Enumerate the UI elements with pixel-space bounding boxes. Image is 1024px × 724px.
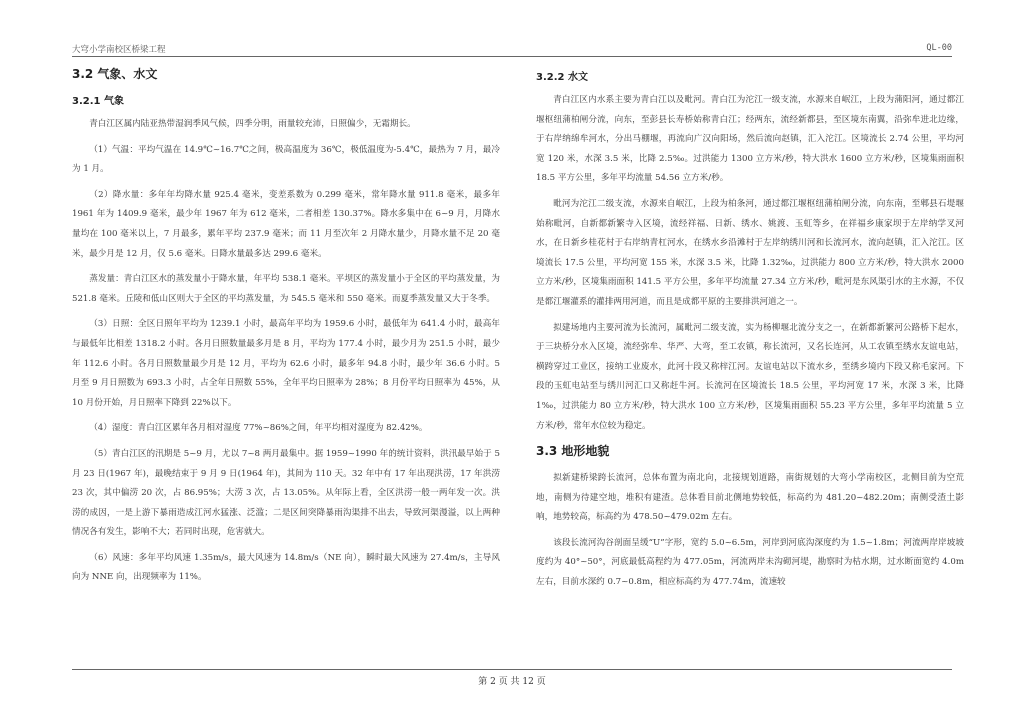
paragraph-site-terrain: 拟新建桥梁跨长流河，总体布置为南北向，北接规划道路，南街规划的大弯小学南校区，北侧目前为空荒地，南侧为待建空地，堆积有建渣。总体看目前北侧地势较低，标高约为 481.20~482.20m；南侧受渣土影响，地势较高，标高约为 478.50~479.02m 左右。 <box>536 473 964 523</box>
paragraph-precipitation: （2）降水量：多年年均降水量 925.4 毫米，变差系数为 0.299 毫米，常年降水量 911.8 毫米，最多年 1961 年为 1409.9 毫米，最少年 1967 年为 612 毫米，二者相差 130.37%。降水多集中在 6~9 月，月降水量均在 100 毫米以上，7 月最多，累年平均 237.9 毫米；而 11 月至次年 2 月降水量少，月降水量不足 20 毫米，最少月是 12 月，仅 5.6 毫米。日降水量最多达 299.6 毫米。 <box>72 189 500 259</box>
paragraph-qingbaijiang-river: 青白江区内水系主要为青白江以及毗河。青白江为沱江一级支流，水源来自岷江，上段为蒲阳河，通过都江堰枢纽蒲柏闸分流，向东，至彭县长寿桥始称青白江；经两东，流经新都县，至区境东南翼，沿弥牟进北边缘，于右岸纳绵牟河水，分出马棚堰，再流向广汉向阳场，然后流向赵镇，汇入沱江。区境流长 2.74 公里，平均河宽 120 米，水深 3.5 米，比降 2.5‰。过洪能力 1300 立方米/秒，特大洪水 1600 立方米/秒，区境集雨面积 18.5 平方公里，多年平均流量 54.56 立方米/秒。 <box>536 95 964 184</box>
subsection-heading-hydrology: 3.2.2 水文 <box>536 72 588 83</box>
header-project-title: 大穹小学南校区桥梁工程 <box>72 45 166 55</box>
paragraph-pihe-river: 毗河为沱江二级支流，水源来自岷江，上段为柏条河，通过都江堰枢纽蒲柏闸分流，向东南，至郫县石堤堰始称毗河，自新都新繁寺入区境，流经祥福、日新、绣水、姚渡、玉虹等乡，在祥福乡康家坝于左岸纳学叉河水，在日新乡桂花村于右岸纳青杠河水，在绣水乡沿滩村于左岸纳绣川河和长流河水，流向赵镇，汇入沱江。区境流长 17.5 公里，平均河宽 155 米，水深 3.5 米，比降 1.32‰，过洪能力 800 立方米/秒，特大洪水 2000 立方米/秒，区境集雨面积 141.5 平方公里，多年平均流量 27.34 立方米/秒，毗河是东风渠引水的主水源，不仅是都江堰灌系的灌排两用河道，而且是成都平原的主要排洪河道之一。 <box>536 198 964 307</box>
section-heading-climate-hydrology: 3.2 气象、水文 <box>72 67 158 81</box>
page-header <box>72 42 952 57</box>
paragraph-changliu-river: 拟建场地内主要河流为长流河，属毗河二级支流，实为杨柳堰北流分支之一，在新都新繁河公路桥下起水，于三块桥分水入区境，流经弥牟、华严、大弯，至工农镇，称长流河，又名长连河，从工农镇至绣水友谊电站，横跨穿过工业区，接纳工业废水，此河十段又称梓江河。友谊电站以下流水乡，至绣乡境内下段又称毛家河。下段的玉虹电站至与绣川河汇口又称赶牛河。长流河在区境流长 18.5 公里，平均河宽 17 米，水深 3 米，比降 1‰，过洪能力 80 立方米/秒，特大洪水 100 立方米/秒，区境集雨面积 55.23 平方公里，多年平均流量 5 立方米/秒，常年水位较为稳定。 <box>536 322 964 431</box>
left-column <box>72 62 500 662</box>
paragraph-climate-intro: 青白江区属内陆亚热带湿润季风气候，四季分明，雨量较充沛，日照偏少，无霜期长。 <box>89 119 416 129</box>
paragraph-temperature: （1）气温：平均气温在 14.9℃~16.7℃之间，极高温度为 36℃，极低温度为-5.4℃，最热为 7 月，最冷为 1 月。 <box>72 144 500 175</box>
page-number: 第 2 页 共 12 页 <box>478 677 546 687</box>
paragraph-evaporation: 蒸发量：青白江区水的蒸发量小于降水量，年平均 538.1 毫米。平坝区的蒸发量小于全区的平均蒸发量，为 521.8 毫米。丘陵和低山区则大于全区的平均蒸发量，为 545.5 毫米和 550 毫米。而夏季蒸发量又大于冬季。 <box>72 274 500 304</box>
right-column <box>536 62 964 662</box>
paragraph-valley-profile: 该段长流河沟谷剖面呈缓“U”字形，宽约 5.0~6.5m，河岸到河底沟深度约为 1.5~1.8m；河流两岸岸坡坡度约为 40°~50°，河底最低高程约为 477.05m，河流两岸未沟砌河堤，勘察时为枯水期，过水断面宽约 4.0m 左右，目前水深约 0.7~0.8m，相应标高约为 477.74m，流速较 <box>536 537 964 588</box>
paragraph-flood-season: （5）青白江区的汛期是 5~9 月，尤以 7~8 两月最集中。据 1959~1990 年的统计资料，洪汛最早始于 5 月 23 日(1967 年)，最晚结束于 9 月 9 日(1964 年)，其间为 110 天。32 年中有 17 年出现洪涝，17 年洪涝 23 次，其中偏涝 20 次，占 86.95%；大涝 3 次，占 13.05%。从年际上看，全区洪涝一般一两年发一次。洪涝的成因，一是上游下暴雨造成江河水猛涨、泛滥；二是区间突降暴雨沟渠排不出去，导致河渠漫溢，以上两种情况各有发生，影响不大；若同时出现，危害就大。 <box>72 448 500 538</box>
paragraph-humidity: （4）湿度：青白江区累年各月相对湿度 77%~86%之间，年平均相对湿度为 82.42%。 <box>89 423 428 434</box>
subsection-heading-climate: 3.2.1 气象 <box>72 96 124 107</box>
page-footer <box>72 669 952 687</box>
paragraph-sunshine: （3）日照：全区日照年平均为 1239.1 小时，最高年平均为 1959.6 小时，最低年为 641.4 小时，最高年与最低年比相差 1318.2 小时。各月日照数量最多月是 8 月，平均为 177.4 小时，最少月为 251.5 小时，最少年 112.6 小时。各月日照数量最少月是 12 月，平均为 62.6 小时，最多年 94.8 小时，最少年 36.6 小时。5 月至 9 月日照数为 693.3 小时，占全年日照数 55%，全年平均日照率为 28%；8 月份平均日照率为 45%，从 10 月份开始，月日照率下降到 22%以下。 <box>72 319 500 408</box>
section-heading-topography: 3.3 地形地貌 <box>536 444 610 459</box>
header-document-code: QL-00 <box>926 43 952 53</box>
paragraph-wind: （6）风速：多年平均风速 1.35m/s，最大风速为 14.8m/s（NE 向），瞬时最大风速为 27.4m/s，主导风向为 NNE 向，出现频率为 11%。 <box>72 552 500 583</box>
